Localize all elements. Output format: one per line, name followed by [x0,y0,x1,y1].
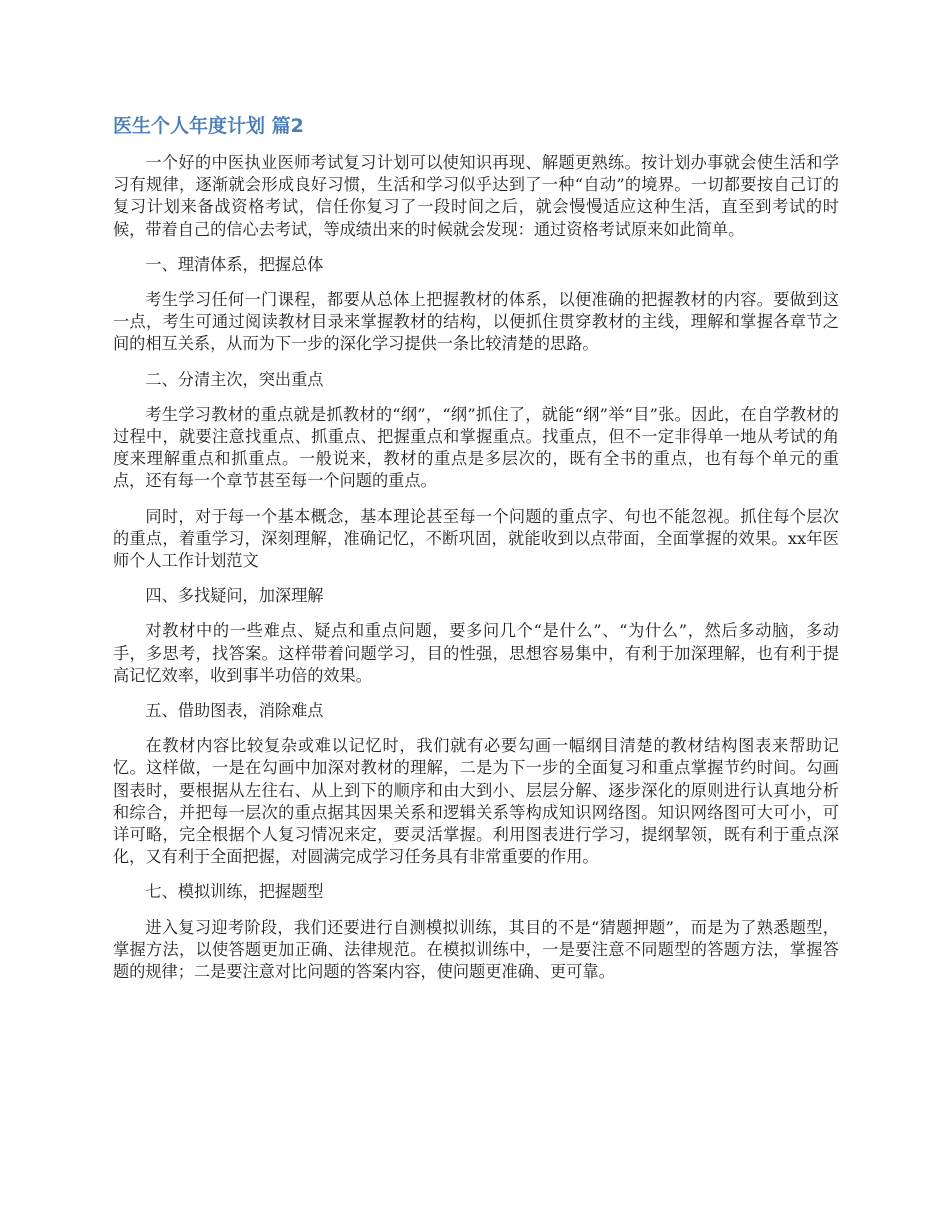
section-2-paragraph-2: 同时，对于每一个基本概念，基本理论甚至每一个问题的重点字、句也不能忽视。抓住每个层次的重点，着重学习，深刻理解，准确记忆，不断巩固，就能收到以点带面，全面掌握的效果。xx年医师个人工作计划范文 [113,506,839,571]
section-heading-7: 七、模拟训练，把握题型 [145,882,324,902]
section-1-paragraph: 考生学习任何一门课程，都要从总体上把握教材的体系，以便准确的把握教材的内容。要做到这一点，考生可通过阅读教材目录来掌握教材的结构，以便抓住贯穿教材的主线，理解和掌握各章节之间的相互关系，从而为下一步的深化学习提供一条比较清楚的思路。 [113,290,839,354]
document-page [113,112,839,996]
section-4-paragraph: 对教材中的一些难点、疑点和重点问题，要多问几个“是什么”、“为什么”，然后多动脑，多动手，多思考，找答案。这样带着问题学习，目的性强，思想容易集中，有利于加深理解，也有利于提高记忆效率，收到事半功倍的效果。 [113,621,839,685]
section-2-paragraph-1: 考生学习教材的重点就是抓教材的“纲”，“纲”抓住了，就能“纲”举“目”张。因此，在自学教材的过程中，就要注意找重点、抓重点、把握重点和掌握重点。找重点，但不一定非得单一地从考试的角度来理解重点和抓重点。一般说来，教材的重点是多层次的，既有全书的重点，也有每个单元的重点，还有每一个章节甚至每一个问题的重点。 [113,404,839,491]
document-title: 医生个人年度计划 篇2 [113,115,304,137]
section-heading-5: 五、借助图表，消除难点 [145,701,324,721]
section-7-paragraph: 进入复习迎考阶段，我们还要进行自测模拟训练，其目的不是“猜题押题”，而是为了熟悉题型，掌握方法，以使答题更加正确、法律规范。在模拟训练中，一是要注意不同题型的答题方法，掌握答题的规律；二是要注意对比问题的答案内容，使问题更准确、更可靠。 [113,917,839,982]
section-heading-1: 一、理清体系，把握总体 [145,254,324,274]
document-body [113,152,839,983]
section-heading-2: 二、分清主次，突出重点 [145,369,324,389]
intro-paragraph: 一个好的中医执业医师考试复习计划可以使知识再现、解题更熟练。按计划办事就会使生活和学习有规律，逐渐就会形成良好习惯，生活和学习似乎达到了一种“自动”的境界。一切都要按自己订的复习计划来备战资格考试，信任你复习了一段时间之后，就会慢慢适应这种生活，直至到考试的时候，带着自己的信心去考试，等成绩出来的时候就会发现：通过资格考试原来如此简单。 [113,153,839,239]
section-5-paragraph: 在教材内容比较复杂或难以记忆时，我们就有必要勾画一幅纲目清楚的教材结构图表来帮助记忆。这样做，一是在勾画中加深对教材的理解，二是为下一步的全面复习和重点掌握节约时间。勾画图表时，要根据从左往右、从上到下的顺序和由大到小、层层分解、逐步深化的原则进行认真地分析和综合，并把每一层次的重点据其因果关系和逻辑关系等构成知识网络图。知识网络图可大可小，可详可略，完全根据个人复习情况来定，要灵活掌握。利用图表进行学习，提纲挈领，既有利于重点深化，又有利于全面把握，对圆满完成学习任务具有非常重要的作用。 [113,736,839,867]
section-heading-4: 四、多找疑问，加深理解 [145,586,324,606]
